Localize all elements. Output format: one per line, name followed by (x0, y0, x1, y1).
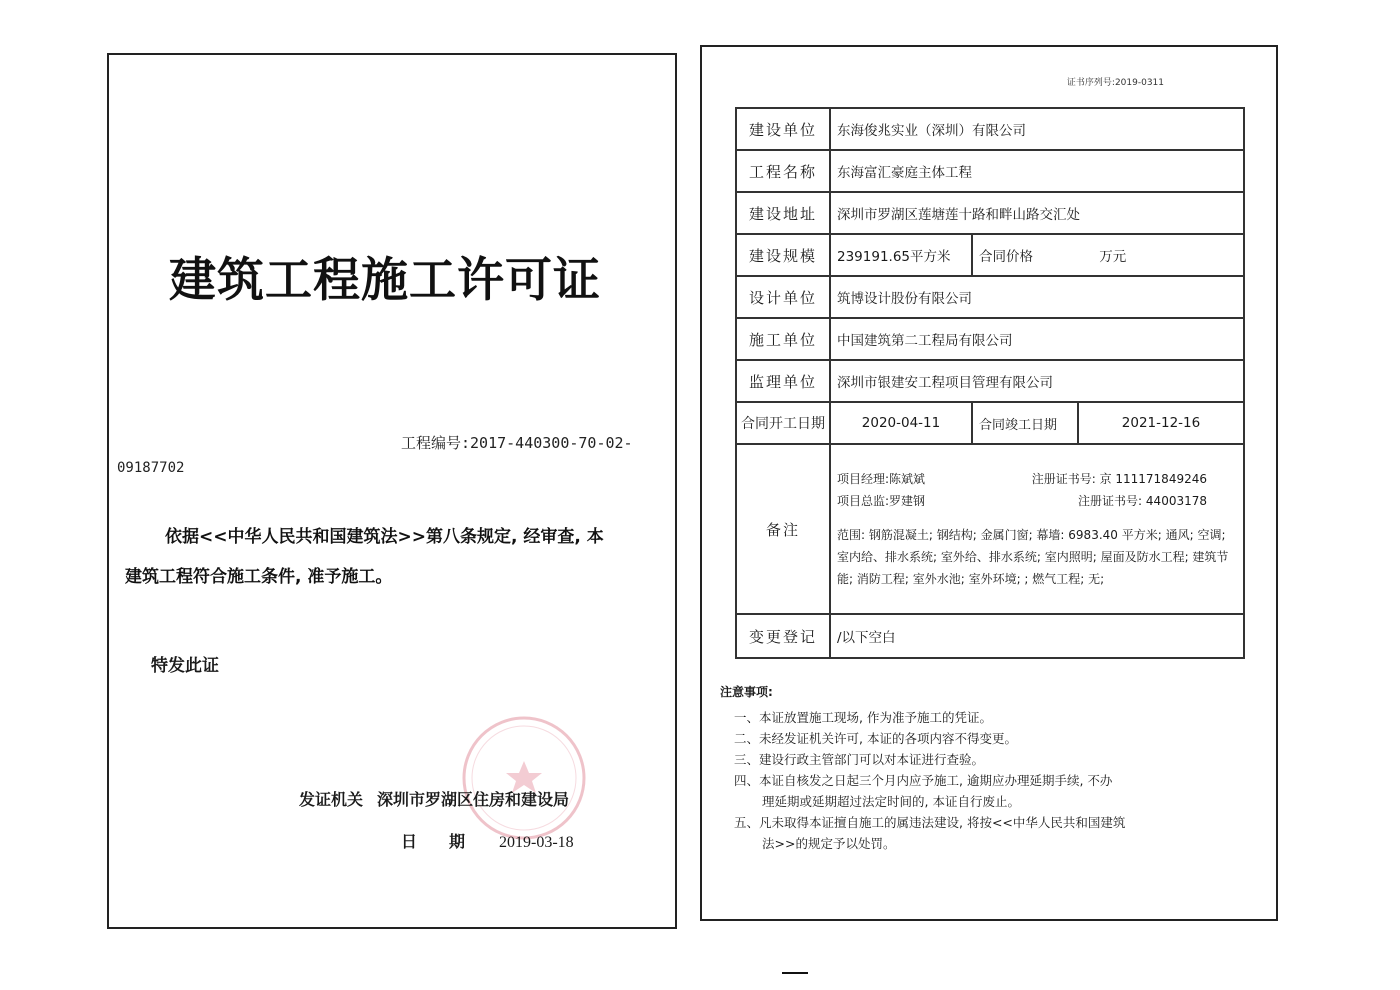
decree-line-2: 建筑工程符合施工条件, 准予施工。 (125, 567, 393, 587)
sup-name: 罗建钢 (889, 494, 926, 508)
end-date-label: 合同竣工日期 (972, 402, 1078, 444)
project-name-value: 东海富汇豪庭主体工程 (830, 150, 1244, 192)
scale-value: 239191.65平方米 (830, 234, 972, 276)
pm-cert: 京 111171849246 (1099, 472, 1207, 486)
table-row (736, 108, 1244, 150)
contract-price-label: 合同价格 (979, 249, 1033, 265)
permit-details-table (735, 107, 1245, 659)
date-label: 日期 (401, 832, 498, 851)
pm-label: 项目经理: (837, 472, 890, 486)
address-label: 建设地址 (736, 192, 830, 234)
designer-value: 筑博设计股份有限公司 (830, 276, 1244, 318)
table-row (736, 318, 1244, 360)
table-row (736, 234, 1244, 276)
sup-label: 项目总监: (837, 494, 890, 508)
pm-cert-label: 注册证书号: (1031, 472, 1096, 486)
issue-statement: 特发此证 (151, 656, 219, 676)
date-value: 2019-03-18 (499, 834, 574, 851)
start-date-value: 2020-04-11 (830, 402, 972, 444)
supervisor-label: 监理单位 (736, 360, 830, 402)
constructor-label: 施工单位 (736, 318, 830, 360)
sup-cert-label: 注册证书号: (1078, 494, 1143, 508)
issuer-label: 发证机关 (299, 790, 364, 809)
serial-number (1067, 75, 1164, 88)
scan-mark (782, 972, 808, 974)
decree-line-1: 依据<<中华人民共和国建筑法>>第八条规定, 经审查, 本 (165, 527, 604, 547)
project-number-label: 工程编号: (401, 434, 471, 452)
chief-supervisor-row (837, 490, 1237, 512)
remarks-value (830, 444, 1244, 614)
issuing-authority (299, 787, 569, 810)
note-item: 五、凡未取得本证擅自施工的属违法建设, 将按<<中华人民共和国建筑 (734, 815, 1126, 830)
end-date-value: 2021-12-16 (1078, 402, 1244, 444)
issuer-value: 深圳市罗湖区住房和建设局 (377, 790, 570, 809)
issue-date (401, 829, 574, 852)
supervisor-value: 深圳市银建安工程项目管理有限公司 (830, 360, 1244, 402)
permit-cover-page (107, 53, 677, 929)
project-number-continued: 09187702 (117, 460, 185, 476)
project-name-label: 工程名称 (736, 150, 830, 192)
change-label: 变更登记 (736, 614, 830, 658)
sup-cert: 44003178 (1145, 494, 1207, 508)
permit-details-page (700, 45, 1278, 921)
serial-value: 2019-0311 (1114, 78, 1164, 88)
table-row (736, 444, 1244, 614)
serial-label: 证书序列号: (1066, 78, 1115, 88)
address-value: 深圳市罗湖区莲塘莲十路和畔山路交汇处 (830, 192, 1244, 234)
official-seal (459, 713, 589, 843)
constructor-value: 中国建筑第二工程局有限公司 (830, 318, 1244, 360)
note-item: 理延期或延期超过法定时间的, 本证自行废止。 (762, 794, 1020, 809)
contract-price (972, 234, 1244, 276)
builder-label: 建设单位 (736, 108, 830, 150)
remarks-label: 备注 (736, 444, 830, 614)
scale-label: 建设规模 (736, 234, 830, 276)
table-row (736, 360, 1244, 402)
permit-title: 建筑工程施工许可证 (169, 253, 601, 308)
table-row (736, 614, 1244, 658)
table-row (736, 150, 1244, 192)
table-row (736, 192, 1244, 234)
table-row (736, 276, 1244, 318)
notes-list (734, 707, 1154, 854)
note-item: 三、建设行政主管部门可以对本证进行查验。 (734, 752, 985, 767)
change-value: /以下空白 (830, 614, 1244, 658)
builder-value: 东海俊兆实业（深圳）有限公司 (830, 108, 1244, 150)
notes-title: 注意事项: (720, 685, 773, 699)
note-item: 法>>的规定予以处罚。 (762, 836, 896, 851)
project-number-value: 2017-440300-70-02- (470, 434, 633, 452)
decree-text (125, 517, 605, 597)
note-item: 四、本证自核发之日起三个月内应予施工, 逾期应办理延期手续, 不办 (734, 773, 1113, 788)
pm-name: 陈斌斌 (889, 472, 926, 486)
note-item: 二、未经发证机关许可, 本证的各项内容不得变更。 (734, 731, 1017, 746)
table-row (736, 402, 1244, 444)
contract-price-unit: 万元 (1099, 249, 1127, 265)
scope-text: 范围: 钢筋混凝土; 钢结构; 金属门窗; 幕墙: 6983.40 平方米; 通风; 空调; 室内给、排水系统; 室外给、排水系统; 室内照明; 屋面及防水工程; 建筑节能; 消防工程; 室外水池; 室外环境; ; 燃气工程; 无; (837, 528, 1229, 586)
project-manager-row (837, 468, 1237, 490)
start-date-label: 合同开工日期 (736, 402, 830, 444)
note-item: 一、本证放置施工现场, 作为准予施工的凭证。 (734, 710, 992, 725)
designer-label: 设计单位 (736, 276, 830, 318)
project-number (401, 432, 633, 453)
